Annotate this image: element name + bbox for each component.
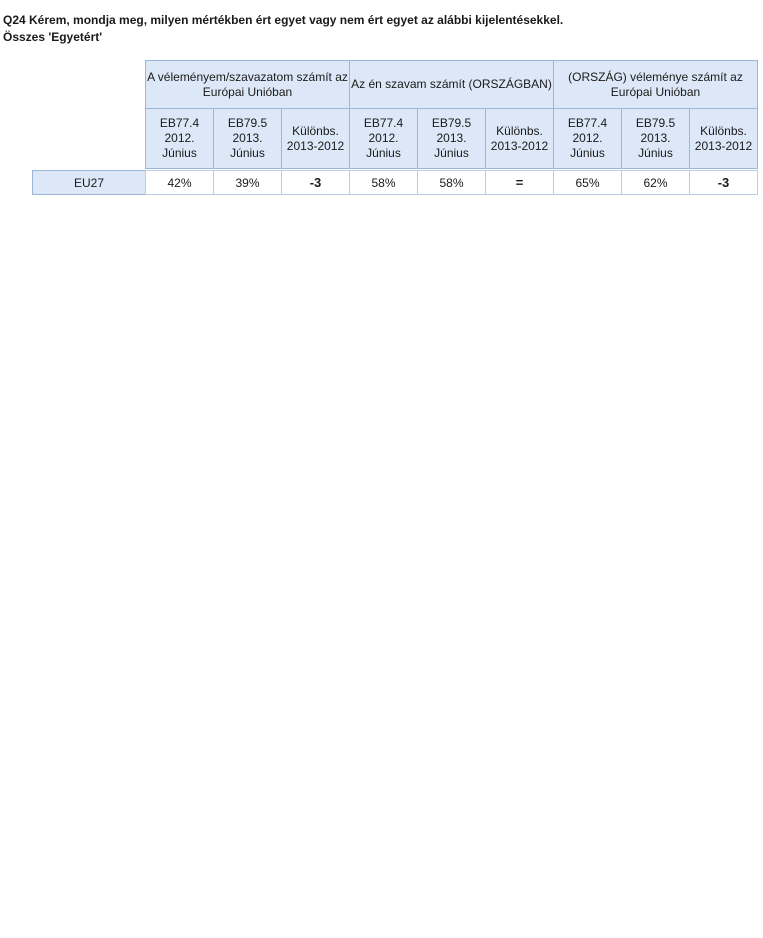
cell-eu27-8 [621, 170, 690, 195]
group-header-1-text: A véleményem/szavazatom számít az Európai Unióban [147, 69, 348, 99]
cell-eu27-4 [349, 170, 418, 195]
subheader-3 [281, 108, 350, 169]
subheader-8 [621, 108, 690, 169]
cell-eu27-2-text: 39% [235, 175, 260, 190]
group-header-3 [553, 60, 758, 109]
cell-eu27-8-text: 62% [643, 175, 668, 190]
subheader-6-text: Különbs. 2013-2012 [490, 123, 549, 153]
subheader-5-text: EB79.5 2013. Június [431, 116, 472, 160]
subheader-7-text: EB77.4 2012. Június [567, 116, 608, 160]
question-subtitle: Összes 'Egyetért' [3, 30, 103, 44]
cell-eu27-7 [553, 170, 622, 195]
subheader-7 [553, 108, 622, 169]
cell-eu27-6-text: = [515, 175, 524, 190]
group-header-1 [145, 60, 350, 109]
subheader-3-text: Különbs. 2013-2012 [286, 123, 345, 153]
subheader-1-text: EB77.4 2012. Június [159, 116, 200, 160]
subheader-2 [213, 108, 282, 169]
question-title [3, 12, 563, 46]
cell-eu27-6 [485, 170, 554, 195]
subheader-1 [145, 108, 214, 169]
cell-eu27-7-text: 65% [575, 175, 600, 190]
subheader-2-text: EB79.5 2013. Június [227, 116, 268, 160]
cell-eu27-5 [417, 170, 486, 195]
row-label-eu27-text: EU27 [73, 175, 105, 190]
group-header-2 [349, 60, 554, 109]
subheader-9-text: Különbs. 2013-2012 [694, 123, 753, 153]
cell-eu27-4-text: 58% [371, 175, 396, 190]
group-header-2-text: Az én szavam számít (ORSZÁGBAN) [351, 77, 552, 91]
cell-eu27-3-text: -3 [309, 175, 322, 190]
question-text: Q24 Kérem, mondja meg, milyen mértékben ért egyet vagy nem ért egyet az alábbi kijelentésekkel. [3, 13, 564, 27]
subheader-4-text: EB77.4 2012. Június [363, 116, 404, 160]
row-label-eu27 [32, 170, 146, 195]
subheader-9 [689, 108, 758, 169]
subheader-4 [349, 108, 418, 169]
subheader-6 [485, 108, 554, 169]
cell-eu27-3 [281, 170, 350, 195]
cell-eu27-1 [145, 170, 214, 195]
group-header-3-text: (ORSZÁG) véleménye számít az Európai Unióban [568, 69, 743, 99]
subheader-5 [417, 108, 486, 169]
cell-eu27-5-text: 58% [439, 175, 464, 190]
cell-eu27-1-text: 42% [167, 175, 192, 190]
flag-column [0, 0, 26, 938]
cell-eu27-2 [213, 170, 282, 195]
cell-eu27-9 [689, 170, 758, 195]
cell-eu27-9-text: -3 [717, 175, 730, 190]
subheader-8-text: EB79.5 2013. Június [635, 116, 676, 160]
